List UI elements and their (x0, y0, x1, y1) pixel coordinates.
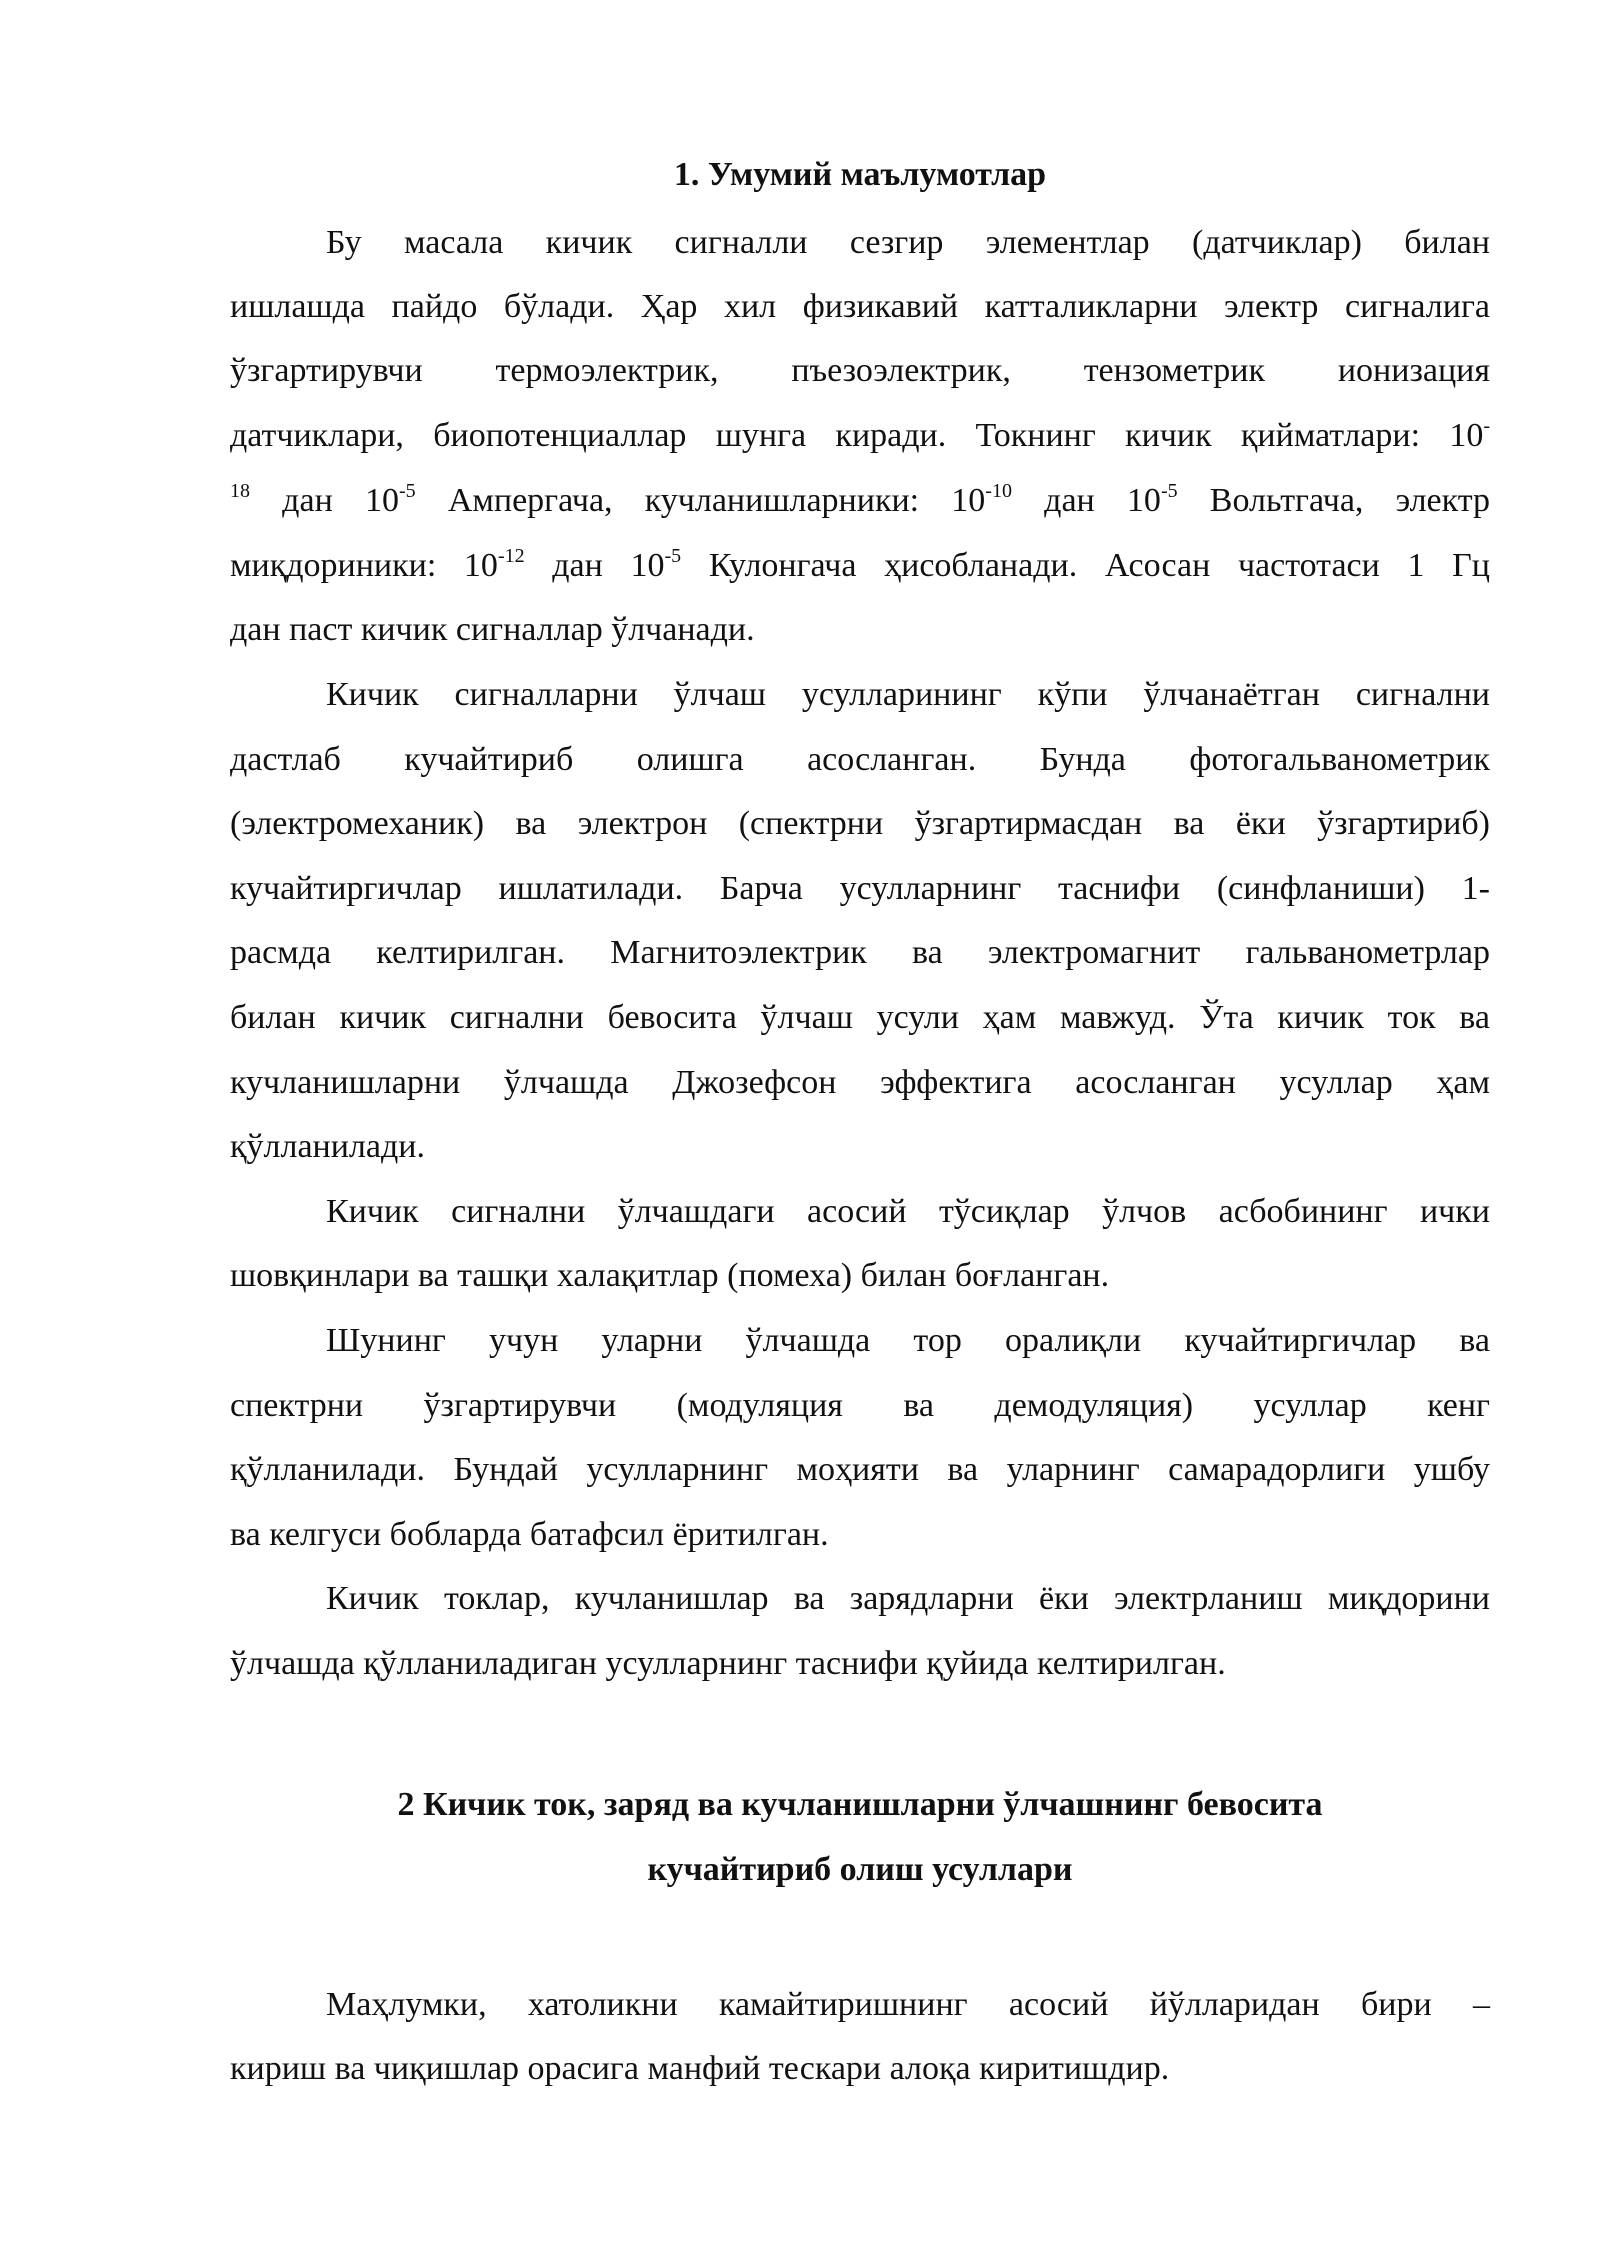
text-line: спектрни ўзгартирувчи (модуляция ва демодуляция) усуллар кенг (230, 1387, 1490, 1424)
text-line: қўлланилади. (230, 1128, 425, 1165)
text-run: Вольтгача, электр (1177, 482, 1490, 519)
text-line: кучайтиргичлар ишлатилади. Барча усулларнинг таснифи (синфланиши) 1- (230, 870, 1490, 907)
text-run: дан 10 (1011, 482, 1161, 519)
text-line: ва келгуси бобларда батафсил ёритилган. (230, 1516, 829, 1553)
text-run: Кулонгача ҳисобланади. Асосан частотаси 1 Гц (681, 547, 1490, 584)
text-line: ўзгартирувчи термоэлектрик, пъезоэлектрик, тензометрик ионизация (230, 352, 1490, 389)
text-line: (электромеханик) ва электрон (спектрни ўзгартирмасдан ва ёки ўзгартириб) (230, 805, 1490, 842)
superscript: -5 (398, 480, 416, 502)
text-line: ишлашда пайдо бўлади. Ҳар хил физикавий катталикларни электр сигналига (230, 288, 1490, 325)
text-line: Кичик сигнални ўлчашдаги асосий тўсиқлар ўлчов асбобининг ички (326, 1193, 1490, 1230)
text-run: Ампергача, кучланишларники: 10 (415, 482, 986, 519)
text-line (230, 478, 1490, 524)
text-line: Бу масала кичик сигналли сезгир элементлар (датчиклар) билан (326, 224, 1490, 261)
text-run: датчиклари, биопотенциаллар шунга киради. Токнинг кичик қийматлари: 10 (230, 417, 1484, 454)
text-line: билан кичик сигнални бевосита ўлчаш усули ҳам мавжуд. Ўта кичик ток ва (230, 999, 1490, 1036)
text-line: шовқинлари ва ташқи халақитлар (помеха) билан боғланган. (230, 1257, 1110, 1294)
superscript: -5 (664, 545, 682, 567)
text-line: кучланишларни ўлчашда Джозефсон эффектига асосланган усуллар ҳам (230, 1064, 1490, 1101)
text-line: Маҳлумки, хатоликни камайтиришнинг асосий йўлларидан бири – (326, 1986, 1490, 2023)
section-2-heading-line-2: кучайтириб олиш усуллари (647, 1851, 1073, 1888)
text-line: дастлаб кучайтириб олишга асосланган. Бунда фотогальванометрик (230, 741, 1490, 778)
text-line: Шунинг учун уларни ўлчашда тор оралиқли кучайтиргичлар ва (326, 1322, 1490, 1359)
text-line: Кичик токлар, кучланишлар ва зарядларни ёки электрланиш миқдорини (326, 1580, 1490, 1617)
superscript: -10 (985, 480, 1012, 502)
section-2-heading-line-1: 2 Кичик ток, заряд ва кучланишларни ўлчашнинг бевосита (397, 1786, 1323, 1823)
superscript: 18 (230, 480, 250, 502)
superscript: - (1483, 415, 1490, 437)
section-1-heading: 1. Умумий маълумотлар (673, 156, 1047, 193)
superscript: -12 (497, 545, 525, 567)
text-run: дан 10 (524, 547, 665, 584)
text-line: расмда келтирилган. Магнитоэлектрик ва электромагнит гальванометрлар (230, 934, 1490, 971)
text-line (230, 543, 1490, 589)
text-line: Кичик сигналларни ўлчаш усулларининг кўпи ўлчанаётган сигнални (326, 676, 1490, 713)
text-line: дан паст кичик сигналлар ўлчанади. (230, 611, 755, 648)
text-line: қўлланилади. Бундай усулларнинг моҳияти ва уларнинг самарадорлиги ушбу (230, 1451, 1490, 1488)
text-line (230, 413, 1490, 459)
superscript: -5 (1160, 480, 1178, 502)
text-run: дан 10 (250, 482, 399, 519)
text-run: миқдориники: 10 (230, 547, 498, 584)
text-line: ўлчашда қўлланиладиган усулларнинг таснифи қуйида келтирилган. (230, 1645, 1226, 1682)
text-line: кириш ва чиқишлар орасига манфий тескари алоқа киритишдир. (230, 2050, 1170, 2087)
